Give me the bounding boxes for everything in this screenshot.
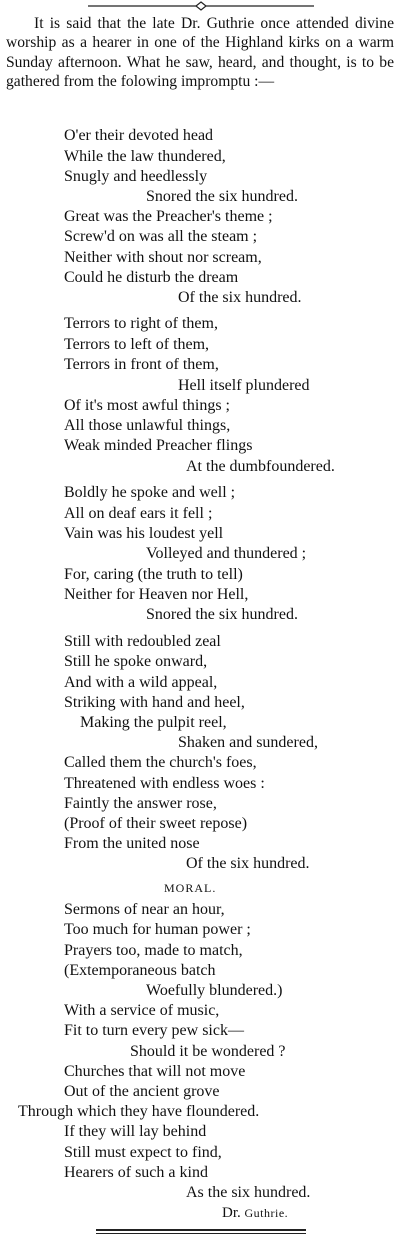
poem-line: Through which they have floundered. (18, 1103, 260, 1120)
poem-line: Threatened with endless woes : (64, 775, 265, 792)
bottom-double-rule (96, 1229, 306, 1234)
top-ornament-rule (0, 0, 400, 14)
poem-line: Prayers too, made to match, (64, 942, 243, 959)
poem-line: Too much for human power ; (64, 921, 251, 938)
poem-line: Still with redoubled zeal (64, 633, 221, 650)
poem-line: Hell itself plundered (178, 377, 310, 394)
poem-line: Out of the ancient grove (64, 1083, 220, 1100)
poem-line: All on deaf ears it fell ; (64, 505, 213, 522)
poem-line: As the six hundred. (186, 1184, 311, 1201)
poem-line: Great was the Preacher's theme ; (64, 208, 273, 225)
intro-paragraph (6, 14, 394, 92)
poem-line: Called them the church's foes, (64, 754, 257, 771)
poem-line: Shaken and sundered, (178, 734, 318, 751)
intro-text: It is said that the late Dr. Guthrie once attended divine worship as a hearer in one of the Highland kirks on a warm Sunday afternoon. What he saw, heard, and thought, is to be gathered from the folowing impromptu :— (6, 15, 394, 91)
poem-line: Should it be wondered ? (130, 1043, 286, 1060)
poem-line: Still must expect to find, (64, 1144, 222, 1161)
poem-line: Hearers of such a kind (64, 1164, 208, 1181)
poem-line: From the united nose (64, 835, 200, 852)
poem-line: Neither for Heaven nor Hell, (64, 586, 249, 603)
poem-line: Terrors in front of them, (64, 356, 219, 373)
poem-line: At the dumbfoundered. (186, 458, 335, 475)
poem-line: And with a wild appeal, (64, 674, 218, 691)
poem-line: O'er their devoted head (64, 127, 214, 144)
poem-line: Faintly the answer rose, (64, 795, 217, 812)
poem-line: Of the six hundred. (186, 855, 310, 872)
poem-line: Vain was his loudest yell (64, 525, 224, 542)
poem-line: All those unlawful things, (64, 417, 231, 434)
poem-line: Neither with shout nor scream, (64, 249, 262, 266)
poem-line: Boldly he spoke and well ; (64, 484, 236, 501)
poem-line: Weak minded Preacher flings (64, 437, 253, 454)
poem-line: Snored the six hundred. (146, 606, 298, 623)
poem-line: Terrors to right of them, (64, 315, 218, 332)
poem-line: Terrors to left of them, (64, 336, 210, 353)
poem-line: Fit to turn every pew sick— (64, 1022, 244, 1039)
poem-line: Making the pulpit reel, (80, 714, 227, 731)
poem-line: (Proof of their sweet repose) (64, 815, 248, 832)
poem-line: Snored the six hundred. (146, 188, 298, 205)
poem-line: Screw'd on was all the steam ; (64, 228, 258, 245)
signature-name: Guthrie. (244, 1206, 289, 1220)
poem-line: Volleyed and thundered ; (146, 545, 307, 562)
poem-line: Could he disturb the dream (64, 269, 239, 286)
poem-line: Of it's most awful things ; (64, 397, 230, 414)
poem-line: With a service of music, (64, 1002, 220, 1019)
poem-line: Woefully blundered.) (146, 982, 283, 999)
poem-line: If they will lay behind (64, 1123, 207, 1140)
poem-line: Snugly and heedlessly (64, 168, 208, 185)
signature (222, 1205, 288, 1222)
poem-line: Of the six hundred. (178, 289, 302, 306)
poem-line: Sermons of near an hour, (64, 901, 225, 918)
poem-line: While the law thundered, (64, 148, 226, 165)
moral-heading: MORAL. (164, 881, 217, 895)
poem-line: (Extemporaneous batch (64, 962, 216, 979)
poem-line: Striking with hand and heel, (64, 694, 245, 711)
poem-line: For, caring (the truth to tell) (64, 566, 243, 583)
poem-line: Churches that will not move (64, 1063, 246, 1080)
poem-line: Still he spoke onward, (64, 653, 208, 670)
signature-prefix: Dr. (222, 1205, 241, 1221)
